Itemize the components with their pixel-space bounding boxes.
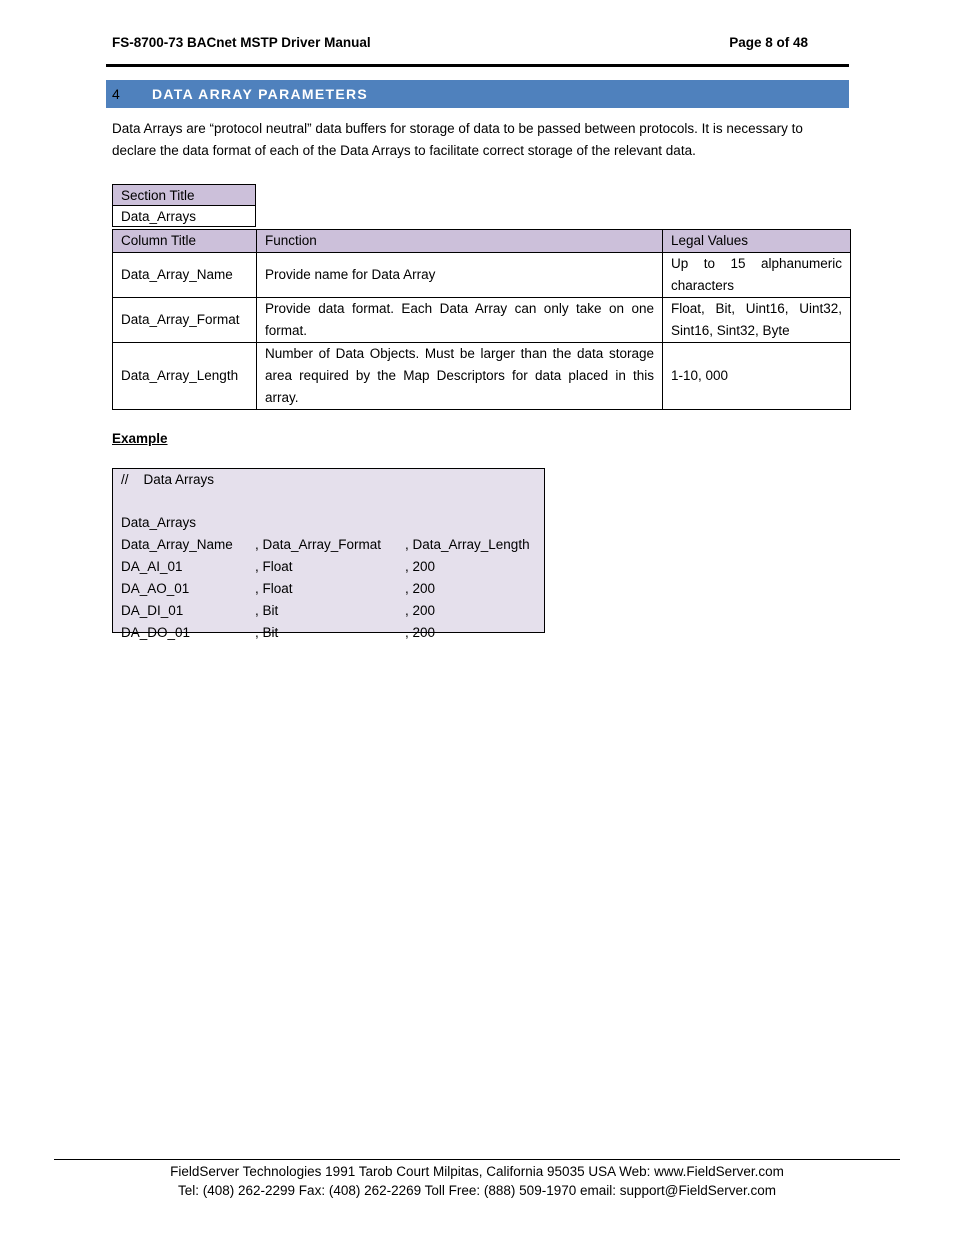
code-cell: , Float — [255, 559, 293, 574]
table-header-row — [113, 230, 851, 253]
header-legal-values: Legal Values — [663, 230, 851, 253]
section-heading — [106, 80, 849, 108]
table-row — [113, 253, 851, 298]
cell-column-title: Data_Array_Format — [113, 298, 257, 343]
cell-legal-values: 1-10, 000 — [663, 343, 851, 410]
code-cell: , 200 — [405, 581, 436, 596]
code-cell: , Bit — [255, 625, 279, 640]
intro-paragraph: Data Arrays are “protocol neutral” data buffers for storage of data to be passed between protocols. It is necessary to declare the data format of each of the Data Arrays to facilitate correct storage of the relevant data. — [112, 121, 803, 158]
code-cell: DA_AO_01 — [121, 581, 190, 596]
code-comment: // Data Arrays — [121, 472, 215, 487]
parameter-table — [112, 229, 851, 410]
cell-function: Number of Data Objects. Must be larger than the data storage area required by the Map Descriptors for data placed in this array. — [257, 343, 663, 410]
example-heading: Example — [112, 431, 168, 446]
code-blank-line — [121, 491, 536, 512]
cell-function: Provide name for Data Array — [257, 253, 663, 298]
cell-column-title: Data_Array_Name — [113, 253, 257, 298]
header-divider — [106, 64, 849, 67]
code-line — [121, 534, 536, 556]
section-title-table — [112, 184, 256, 227]
document-title: FS-8700-73 BACnet MSTP Driver Manual — [112, 35, 371, 50]
footer-address: FieldServer Technologies 1991 Tarob Court Milpitas, California 95035 USA Web: www.FieldServer.com — [170, 1164, 784, 1179]
table-row — [113, 298, 851, 343]
code-line — [121, 578, 536, 600]
cell-legal-values: Float, Bit, Uint16, Uint32, Sint16, Sint32, Byte — [663, 298, 851, 343]
code-section-line — [121, 512, 536, 534]
code-cell: , 200 — [405, 603, 436, 618]
code-cell: , Data_Array_Length — [405, 537, 530, 552]
section-title: DATA ARRAY PARAMETERS — [152, 86, 369, 102]
section-number: 4 — [112, 86, 120, 102]
code-cell: , Float — [255, 581, 293, 596]
example-code-box — [112, 468, 545, 640]
code-comment-line — [121, 469, 536, 491]
code-line — [121, 600, 536, 622]
cell-function: Provide data format. Each Data Array can only take on one format. — [257, 298, 663, 343]
table-row — [113, 343, 851, 410]
code-section-name: Data_Arrays — [121, 515, 197, 530]
cell-legal-values: Up to 15 alphanumeric characters — [663, 253, 851, 298]
code-cell: DA_DO_01 — [121, 625, 191, 640]
footer-contact: Tel: (408) 262-2299 Fax: (408) 262-2269 Toll Free: (888) 509-1970 email: support@FieldServer.com — [177, 1183, 777, 1198]
code-line — [121, 622, 536, 644]
page-number: Page 8 of 48 — [729, 35, 808, 50]
section-title-value: Data_Arrays — [113, 206, 256, 227]
code-line — [121, 556, 536, 578]
cell-column-title: Data_Array_Length — [113, 343, 257, 410]
footer-divider — [54, 1159, 900, 1160]
code-cell: , 200 — [405, 559, 436, 574]
header-function: Function — [257, 230, 663, 253]
section-title-label: Section Title — [113, 185, 256, 206]
code-cell: , Data_Array_Format — [255, 537, 382, 552]
header-column-title: Column Title — [113, 230, 257, 253]
code-cell: DA_AI_01 — [121, 559, 183, 574]
code-cell: , 200 — [405, 625, 436, 640]
code-cell: Data_Array_Name — [121, 537, 233, 552]
code-cell: , Bit — [255, 603, 279, 618]
code-cell: DA_DI_01 — [121, 603, 184, 618]
